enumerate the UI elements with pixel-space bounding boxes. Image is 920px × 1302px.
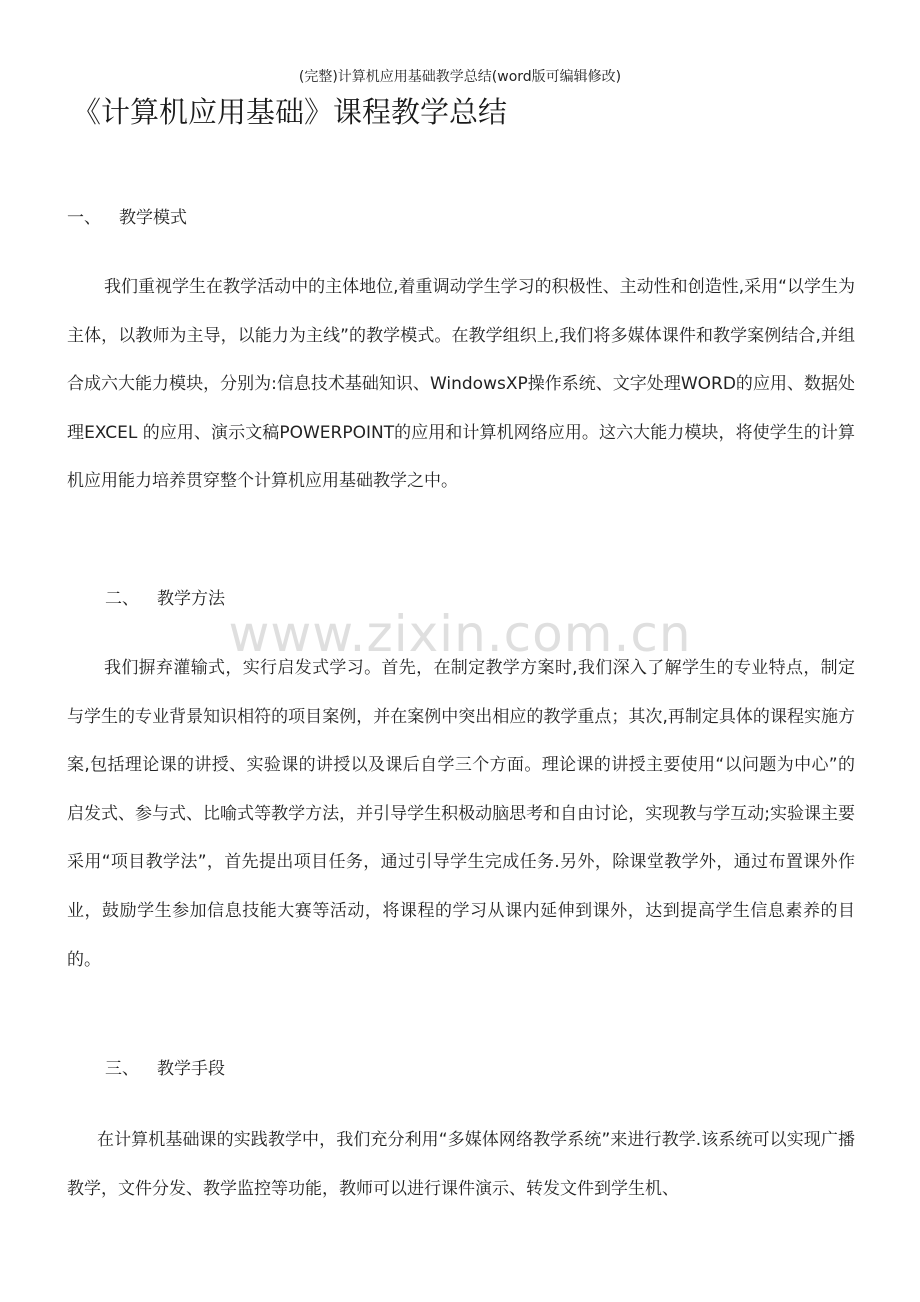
section-paragraph-1: 我们重视学生在教学活动中的主体地位,着重调动学生学习的积极性、主动性和创造性,采用“以学生为主体，以教师为主导，以能力为主线”的教学模式。在教学组织上,我们将多媒体课件和教学案例结合,并组合成六大能力模块，分别为:信息技术基础知识、WindowsXP操作系统、文字处理WORD的应用、数据处理EXCEL 的应用、演示文稿POWERPOINT的应用和计算机网络应用。这六大能力模块，将使学生的计算机应用能力培养贯穿整个计算机应用基础教学之中。: [67, 277, 855, 492]
section-heading-2: [105, 587, 225, 611]
section-title-2: 教学方法: [157, 589, 225, 609]
section-title-1: 教学模式: [119, 208, 187, 228]
section-number-2: 二、: [105, 589, 139, 609]
section-heading-3: [105, 1057, 225, 1081]
watermark: www.zixin.com.cn: [228, 605, 692, 663]
section-heading-1: [67, 206, 187, 230]
section-paragraph-2: 我们摒弃灌输式，实行启发式学习。首先，在制定教学方案时,我们深入了解学生的专业特点，制定与学生的专业背景知识相符的项目案例，并在案例中突出相应的教学重点；其次,再制定具体的课程实施方案,包括理论课的讲授、实验课的讲授以及课后自学三个方面。理论课的讲授主要使用“以问题为中心”的启发式、参与式、比喻式等教学方法，并引导学生积极动脑思考和自由讨论，实现教与学互动;实验课主要采用“项目教学法”，首先提出项目任务，通过引导学生完成任务.另外，除课堂教学外，通过布置课外作业，鼓励学生参加信息技能大赛等活动，将课程的学习从课内延伸到课外，达到提高学生信息素养的目的。: [67, 658, 855, 970]
section-number-3: 三、: [105, 1059, 139, 1079]
section-paragraph-3: 在计算机基础课的实践教学中，我们充分利用“多媒体网络教学系统”来进行教学.该系统可以实现广播教学，文件分发、教学监控等功能，教师可以进行课件演示、转发文件到学生机、: [67, 1130, 855, 1199]
running-header: (完整)计算机应用基础教学总结(word版可编辑修改): [298, 69, 622, 85]
section-number-1: 一、: [67, 208, 101, 228]
section-title-3: 教学手段: [157, 1059, 225, 1079]
document-title: 《计算机应用基础》课程教学总结: [72, 95, 508, 129]
